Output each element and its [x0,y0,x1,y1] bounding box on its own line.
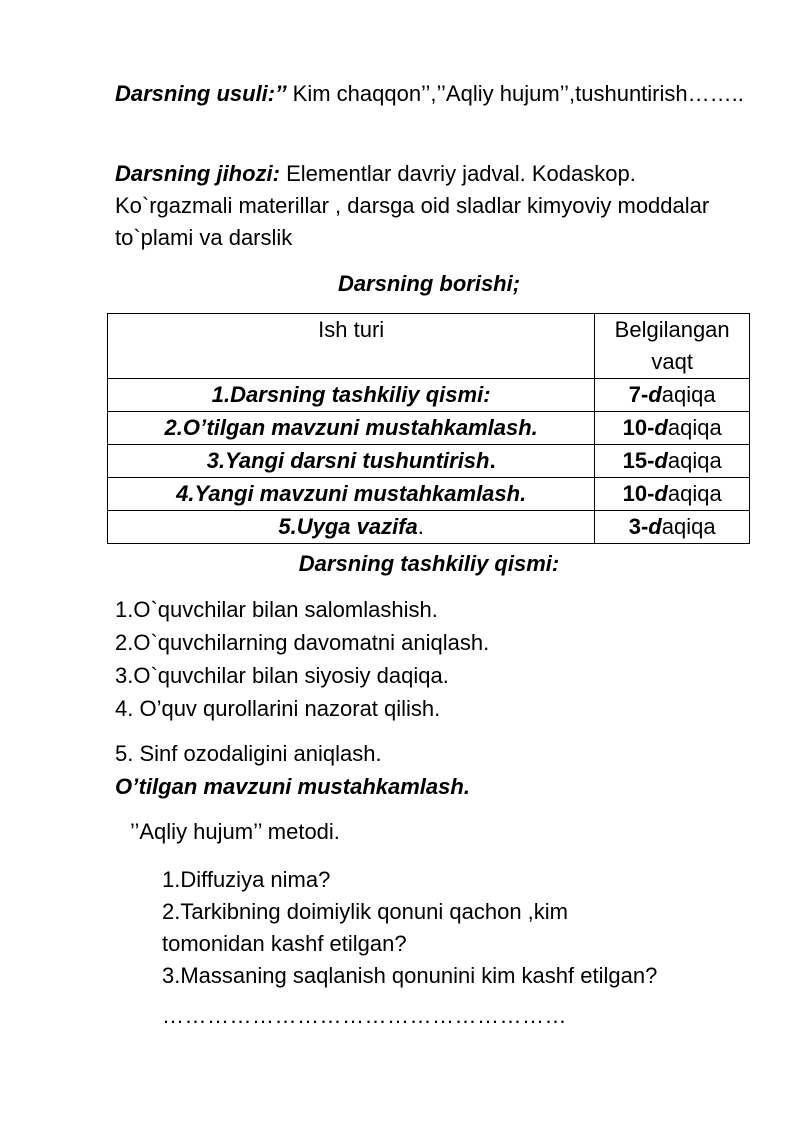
row-name-text: 3.Yangi darsni tushuntirish [206,448,490,473]
row-time-d: d [654,415,668,440]
table-row [108,478,750,511]
row-time [595,511,750,544]
row-name [108,511,595,544]
usuli-paragraph [115,78,755,109]
row-time [595,445,750,478]
usuli-text: Kim chaqqon’’,’’Aqliy hujum’’,tushuntirish…….. [286,81,744,106]
row-time-d: d [648,382,662,407]
row-time-number: 10- [622,481,655,506]
jihozi-label: Darsning jihozi: [115,161,280,186]
list-item: 1.O`quvchilar bilan salomlashish. [115,597,438,622]
tashkiliy-title: Darsning tashkiliy qismi: [298,551,560,576]
row-time [595,379,750,412]
row-time-rest: aqiqa [667,415,722,440]
row-name [108,478,595,511]
row-time-d: d [654,448,668,473]
list-item: 4. O’quv qurollarini nazorat qilish. [115,696,441,721]
jihozi-paragraph [115,158,755,254]
row-name [108,445,595,478]
mustahkamlash-title: O’tilgan mavzuni mustahkamlash. [115,774,470,799]
row-name-text: 5.Uyga vazifa [278,514,418,539]
row-time-d: d [654,481,668,506]
row-name [108,379,595,412]
list-item: 3.O`quvchilar bilan siyosiy daqiqa. [115,663,449,688]
header-belgilangan-vaqt: Belgilangan vaqt [595,314,750,379]
question-item: tomonidan kashf etilgan? [162,931,407,956]
jihozi-text: Elementlar davriy jadval. Kodaskop. Ko`rgazmali materillar , darsga oid sladlar kimyoviy moddalar to`plami va darslik [115,161,710,250]
tashkiliy-list [115,593,489,725]
question-item: 3.Massaning saqlanish qonunini kim kashf etilgan? [162,963,658,988]
table-row [108,379,750,412]
table-row [108,412,750,445]
table-header-row [108,314,750,379]
row-time [595,412,750,445]
row-time-number: 15- [622,448,655,473]
row-time-d: d [648,514,662,539]
row-name [108,412,595,445]
row-name-text: 1.Darsning tashkiliy qismi: [211,382,491,407]
row-time-rest: aqiqa [661,514,716,539]
lesson-plan-table [107,313,750,544]
row-time-rest: aqiqa [667,481,722,506]
table-row [108,445,750,478]
row-name-tail: . [489,448,496,473]
row-time-rest: aqiqa [667,448,722,473]
list-item-5: 5. Sinf ozodaligini aniqlash. [115,741,382,766]
metod-line: ’’Aqliy hujum’’ metodi. [130,819,340,844]
question-item: 2.Tarkibning doimiylik qonuni qachon ,kim [162,899,568,924]
questions-list [162,864,762,992]
row-name-tail: . [417,514,424,539]
header-ish-turi: Ish turi [108,314,595,379]
row-name-text: 2.O’tilgan mavzuni mustahkamlash. [164,415,538,440]
row-time-number: 3- [628,514,649,539]
row-time-number: 10- [622,415,655,440]
row-time-number: 7- [628,382,649,407]
table-row [108,511,750,544]
row-name-text: 4.Yangi mavzuni mustahkamlash. [176,481,527,506]
list-item: 2.O`quvchilarning davomatni aniqlash. [115,630,490,655]
borishi-title: Darsning borishi; [337,271,521,296]
question-item: 1.Diffuziya nima? [162,867,331,892]
usuli-label: Darsning usuli:’’ [115,81,287,106]
row-time [595,478,750,511]
dotted-line: ……………………………………………… [162,1003,567,1028]
row-time-rest: aqiqa [661,382,716,407]
